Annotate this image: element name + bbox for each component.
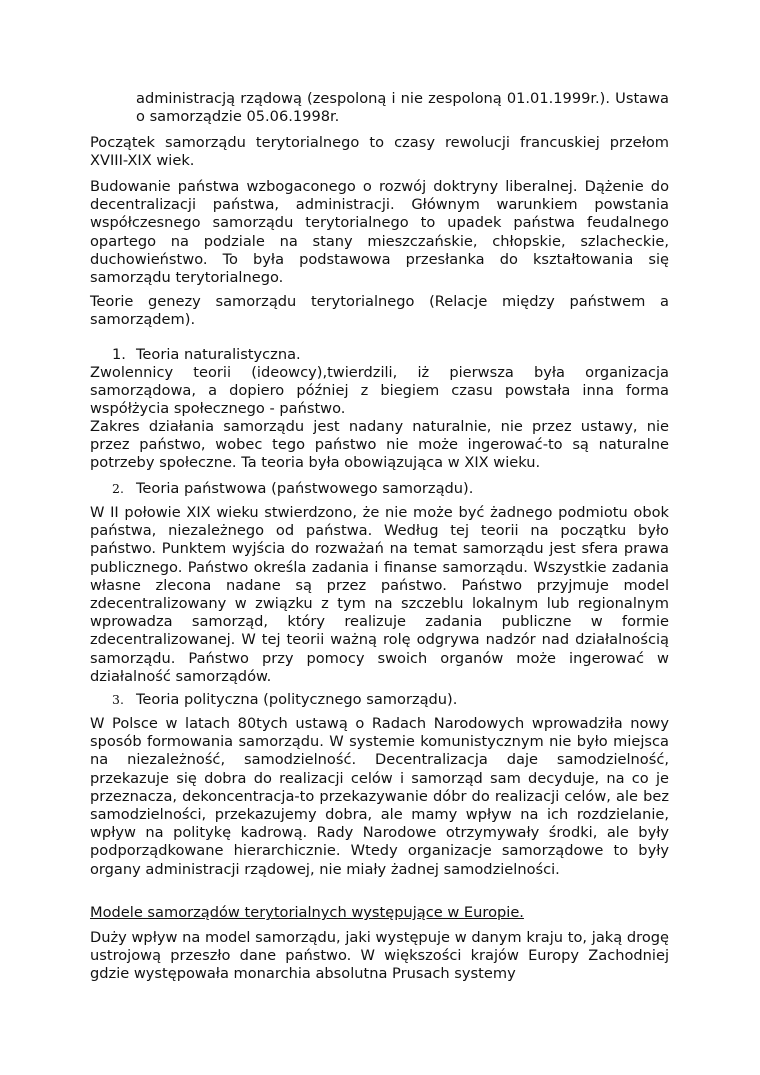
item1-paragraph-2: Zakres działania samorządu jest nadany naturalnie, nie przez ustawy, nie przez państwo, wobec tego państwo nie może ingerować-to są naturalne potrzeby społeczne. Ta teoria była obowiązująca w XIX wieku. [90,418,669,472]
list-item-3-title: Teoria polityczna (politycznego samorządu). [136,691,458,708]
section-heading: Modele samorządów terytorialnych występujące w Europie. [90,904,524,921]
theories-paragraph: Teorie genezy samorządu terytorialnego (Relacje między państwem a samorządem). [90,293,669,329]
item3-paragraph: W Polsce w latach 80tych ustawą o Radach Narodowych wprowadziła nowy sposób formowania samorządu. W systemie komunistycznym nie było miejsca na niezależność, samodzielność. Decentralizacja daje samodzielność, przekazuje się dobra do realizacji celów i samorząd sam decyduje, na co je przeznacza, dekoncentracja-to przekazywanie dóbr do realizacji celów, ale bez samodzielności, przekazujemy dobra, ale mamy wpływ na ich rozdzielanie, wpływ na politykę kadrową. Rady Narodowe otrzymywały środki, ale były podporządkowane hierarchicznie. Wtedy organizacje samorządowe to były organy administracji rządowej, nie miały żadnej samodzielności. [90,715,669,878]
list-number-2: 2. [112,481,124,496]
item1-paragraph-1: Zwolennicy teorii (ideowcy),twierdzili, iż pierwsza była organizacja samorządowa, a dopiero później z biegiem czasu powstała inna forma współżycia społecznego - państwo. [90,364,669,418]
list-item-1-title: Teoria naturalistyczna. [136,346,301,363]
item2-paragraph: W II połowie XIX wieku stwierdzono, że nie może być żadnego podmiotu obok państwa, niezależnego od państwa. Według tej teorii na początku było państwo. Punktem wyjścia do rozważań na temat samorządu jest sfera prawa publicznego. Państwo określa zadania i finanse samorządu. Wszystkie zadania własne zlecona nadane są przez państwo. Państwo przyjmuje model zdecentralizowany w związku z tym na szczeblu lokalnym lub regionalnym wprowadza samorząd, który realizuje zadania publiczne w formie zdecentralizowanej. W tej teorii ważną rolę odgrywa nadzór nad działalnością samorządu. Państwo przy pomocy swoich organów może ingerować w działalność samorządów. [90,504,669,685]
list-number-1: 1. [112,346,126,363]
continuation-paragraph: administracją rządową (zespoloną i nie zespoloną 01.01.1999r.). Ustawa o samorządzie 05.06.1998r. [136,90,669,126]
list-number-3: 3. [112,692,124,707]
intro-paragraph-1: Początek samorządu terytorialnego to czasy rewolucji francuskiej przełom XVIII-XIX wiek. [90,134,669,170]
list-item-2-title: Teoria państwowa (państwowego samorządu). [136,480,474,497]
closing-paragraph: Duży wpływ na model samorządu, jaki występuje w danym kraju to, jaką drogę ustrojową przeszło dane państwo. W większości krajów Europy Zachodniej gdzie występowała monarchia absolutna Prusach systemy [90,929,669,983]
intro-paragraph-2: Budowanie państwa wzbogaconego o rozwój doktryny liberalnej. Dążenie do decentralizacji państwa, administracji. Głównym warunkiem powstania współczesnego samorządu terytorialnego to upadek państwa feudalnego opartego na podziale na stany mieszczańskie, chłopskie, szlacheckie, duchowieństwo. To była podstawowa przesłanka do kształtowania się samorządu terytorialnego. [90,178,669,287]
